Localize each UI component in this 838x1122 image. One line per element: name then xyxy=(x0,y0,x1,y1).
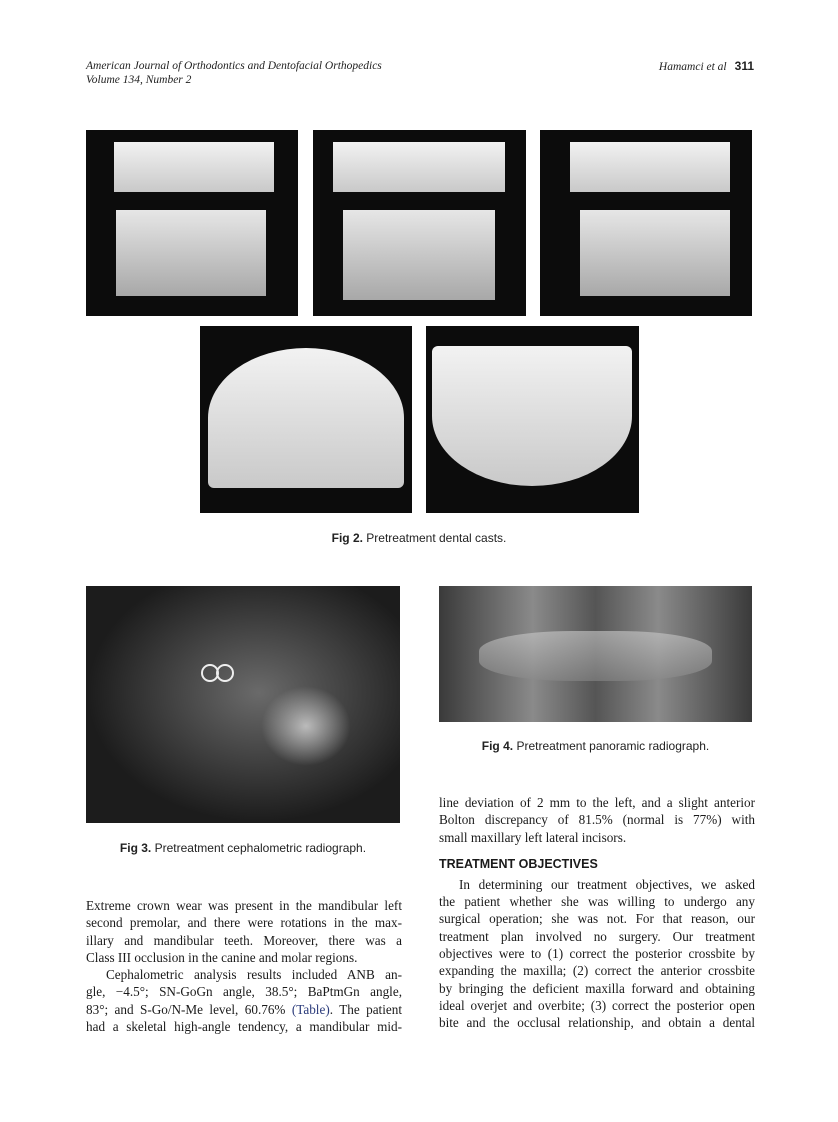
fig2-cast-maxillary-occlusal xyxy=(200,326,412,513)
journal-volume: Volume 134, Number 2 xyxy=(86,74,192,86)
text-line: by bringing the deficient maxilla forward and obtaining xyxy=(439,980,755,996)
fig2-cast-mandibular-occlusal xyxy=(426,326,639,513)
fig4-caption-text: Pretreatment panoramic radiograph. xyxy=(516,739,710,753)
running-header-right xyxy=(659,59,754,74)
paragraph-treatment-objectives xyxy=(439,876,755,1032)
text-line: Class III occlusion in the canine and molar regions. xyxy=(86,949,358,965)
fig4-label: Fig 4. xyxy=(481,739,514,753)
text-line: treatment plan involved no surgery. Our treatment xyxy=(439,928,755,944)
fig3-label: Fig 3. xyxy=(119,841,152,855)
text-line: ideal overjet and overbite; (3) correct the posterior open xyxy=(439,997,755,1013)
text-line: In determining our treatment objectives, we asked xyxy=(459,876,755,892)
text-line xyxy=(86,1001,402,1018)
text-line: had a skeletal high-angle tendency, a mandibular mid- xyxy=(86,1019,402,1035)
paragraph-cephalometric-analysis xyxy=(86,966,402,1035)
text-line: Cephalometric analysis results included ANB an- xyxy=(106,967,402,983)
fig3-caption xyxy=(86,841,400,855)
right-column-text xyxy=(439,794,755,1032)
text-line: gle, −4.5°; SN-GoGn angle, 38.5°; BaPtmGn angle, xyxy=(86,984,402,1000)
text-line: surgical operation; she was not. For that reason, our xyxy=(439,911,755,927)
fig2-label: Fig 2. xyxy=(331,531,363,545)
fig3-caption-text: Pretreatment cephalometric radiograph. xyxy=(154,841,367,855)
paragraph-bolton xyxy=(439,794,755,846)
fig2-caption-text: Pretreatment dental casts. xyxy=(366,531,507,545)
running-header-left xyxy=(86,59,382,87)
fig4-panoramic-radiograph xyxy=(439,586,752,722)
fig3-cephalometric-radiograph xyxy=(86,586,400,823)
text-line: illary and mandibular teeth. Moreover, there was a xyxy=(86,932,402,948)
fig2-cast-frontal xyxy=(313,130,526,316)
page-number: 311 xyxy=(734,59,754,73)
fig2-caption xyxy=(0,531,838,545)
journal-title: American Journal of Orthodontics and Dentofacial Orthopedics xyxy=(86,60,382,72)
text-segment: 83°; and S-Go/N-Me level, 60.76% xyxy=(86,1001,292,1017)
paragraph-clinical-findings xyxy=(86,897,402,966)
text-line: second premolar, and there were rotations in the max- xyxy=(86,915,402,931)
text-line: Extreme crown wear was present in the mandibular left xyxy=(86,898,402,913)
fig4-caption xyxy=(439,739,752,753)
section-heading: TREATMENT OBJECTIVES xyxy=(439,856,598,871)
text-segment: . The patient xyxy=(329,1001,402,1017)
fig2-cast-right-lateral xyxy=(86,130,298,316)
text-line: Bolton discrepancy of 81.5% (normal is 77%) with xyxy=(439,812,755,828)
text-line: bite and the occlusal relationship, and obtain a dental xyxy=(439,1015,755,1031)
text-line: small maxillary left lateral incisors. xyxy=(439,829,627,845)
authors: Hamamci et al xyxy=(658,61,727,73)
table-link[interactable]: (Table) xyxy=(291,1001,330,1017)
text-line: line deviation of 2 mm to the left, and a slight anterior xyxy=(439,795,755,810)
text-line: the patient whether she was willing to undergo any xyxy=(439,894,755,910)
text-line: objectives were to (1) correct the posterior crossbite by xyxy=(439,946,755,962)
text-line: expanding the maxilla; (2) correct the anterior crossbite xyxy=(439,963,755,979)
left-column-text xyxy=(86,897,402,1035)
fig2-cast-left-lateral xyxy=(540,130,752,316)
